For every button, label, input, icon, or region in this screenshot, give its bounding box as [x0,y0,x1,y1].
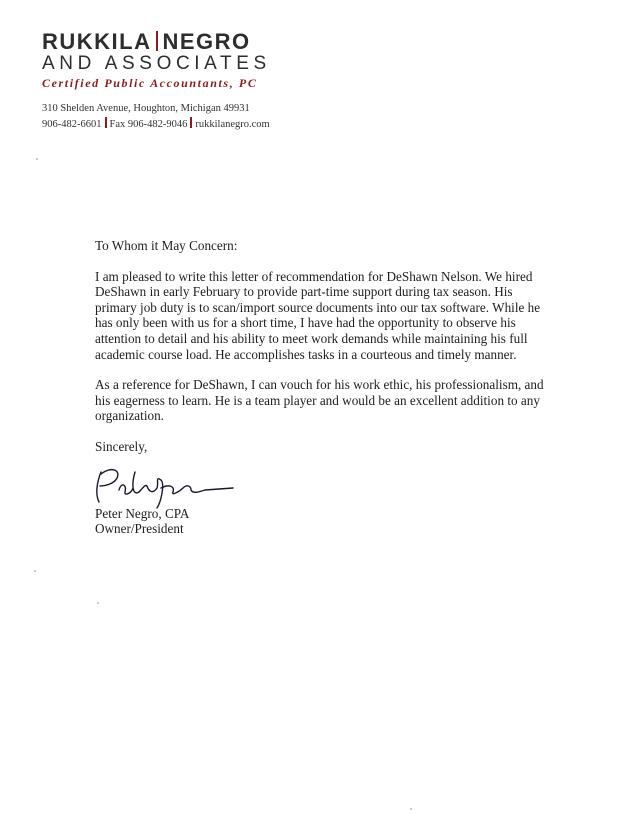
salutation: To Whom it May Concern: [95,238,238,253]
firm-name-divider [156,31,158,51]
paragraph-1: I am pleased to write this letter of recommendation for DeShawn Nelson. We hired DeShawn in early February to provide part-time support during tax season. His primary job duty is to scan/import source documents into our tax software. While he has only been with us for a short time, I have had the opportunity to observe his attention to detail and his ability to meet work demands while maintaining his full academic course load. He accomplishes tasks in a courteous and timely manner. [95,268,541,362]
letter-body [95,238,545,537]
signer-name: Peter Negro, CPA [95,505,190,521]
signature [87,462,237,512]
firm-subtitle: Certified Public Accountants, PC [42,76,258,90]
scan-speck [36,158,38,160]
scan-speck [34,570,36,572]
firm-contact [42,117,271,130]
closing: Sincerely, [95,438,148,454]
firm-name [42,30,271,54]
firm-name-right: NEGRO [162,29,251,54]
contact-divider [105,117,107,128]
firm-fax: Fax 906-482-9046 [109,119,188,130]
signer-title: Owner/President [95,521,184,537]
firm-name-line2: AND ASSOCIATES [42,53,271,74]
letterhead [42,30,271,130]
paragraph-2: As a reference for DeShawn, I can vouch for his work ethic, his professionalism, and his eagerness to learn. He is a team player and would be an excellent addition to any organization. [95,377,544,424]
firm-name-left: RUKKILA [42,29,152,54]
scan-speck [97,602,99,604]
firm-website: rukkilanegro.com [195,119,270,130]
contact-divider [190,117,192,128]
scan-speck [410,808,412,810]
firm-phone: 906-482-6601 [42,119,102,130]
firm-address: 310 Shelden Avenue, Houghton, Michigan 49931 [42,103,250,114]
